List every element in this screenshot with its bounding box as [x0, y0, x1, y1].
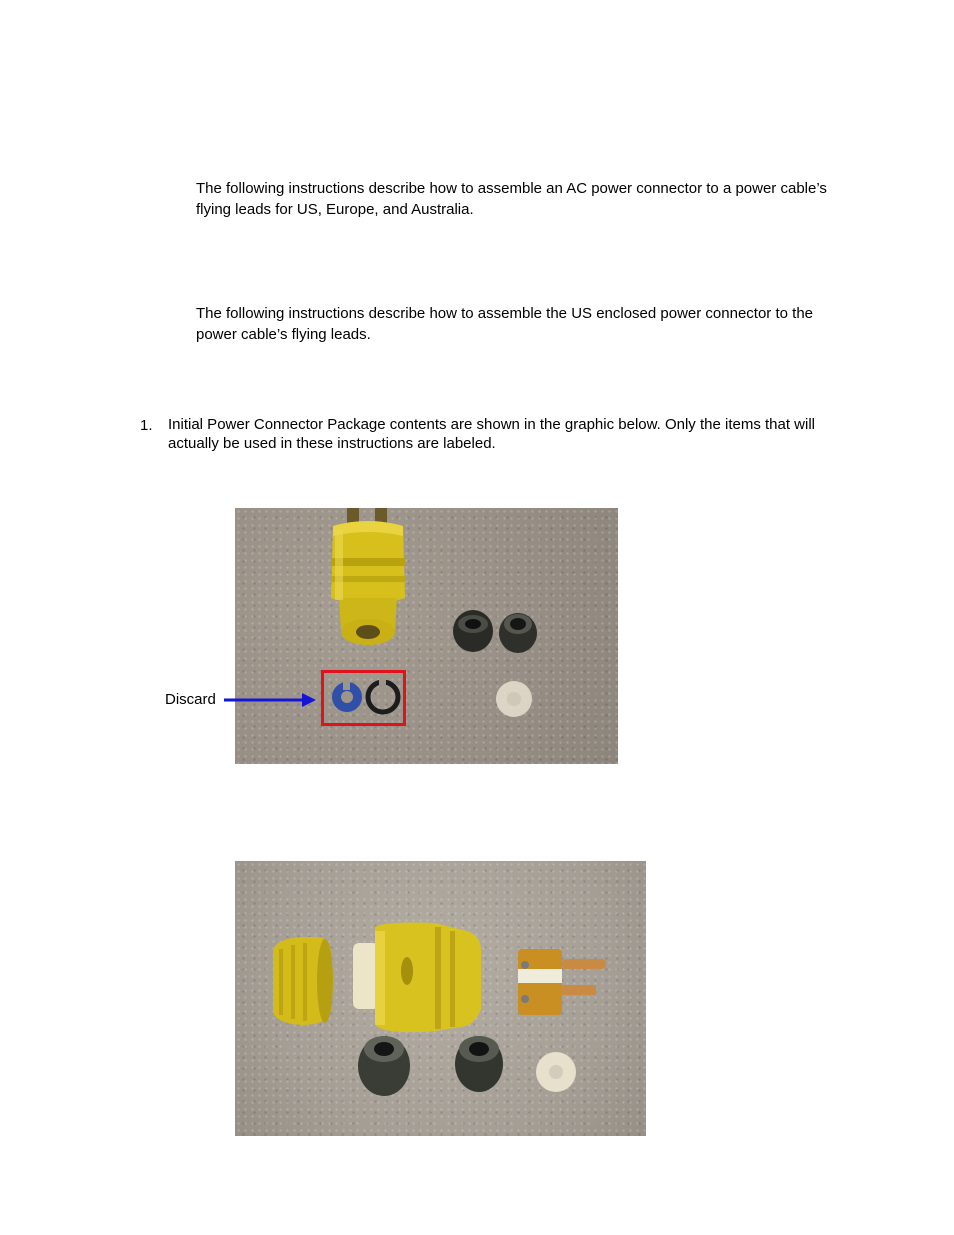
clear-clip: [496, 681, 532, 717]
clear-clip: [536, 1052, 576, 1092]
connector-components-photo: [235, 861, 646, 1136]
arrow-right-icon: [222, 690, 318, 710]
black-grommet-2: [499, 613, 537, 653]
plug-insert: [518, 949, 606, 1015]
yellow-cap-nut: [273, 937, 333, 1025]
step-text: Initial Power Connector Package contents are shown in the graphic below. Only the items that will actually be used in these instructions are labeled.: [168, 416, 816, 452]
intro-paragraph-2: The following instructions describe how to assemble the US enclosed power connector to the power cable’s flying leads.: [196, 305, 813, 343]
yellow-connector-body: [353, 923, 481, 1033]
yellow-plug-body: [331, 508, 405, 645]
discard-label: Discard: [165, 691, 216, 708]
intro-paragraph-1: The following instructions describe how to assemble an AC power connector to a power cable’s flying leads for US, Europe, and Australia.: [196, 180, 827, 218]
black-grommet-1: [453, 610, 493, 652]
package-contents-photo: [235, 508, 618, 764]
discard-highlight-box: [321, 670, 406, 726]
black-grommet-1: [358, 1036, 410, 1096]
step-number: 1.: [140, 417, 153, 434]
black-grommet-2: [455, 1036, 503, 1092]
